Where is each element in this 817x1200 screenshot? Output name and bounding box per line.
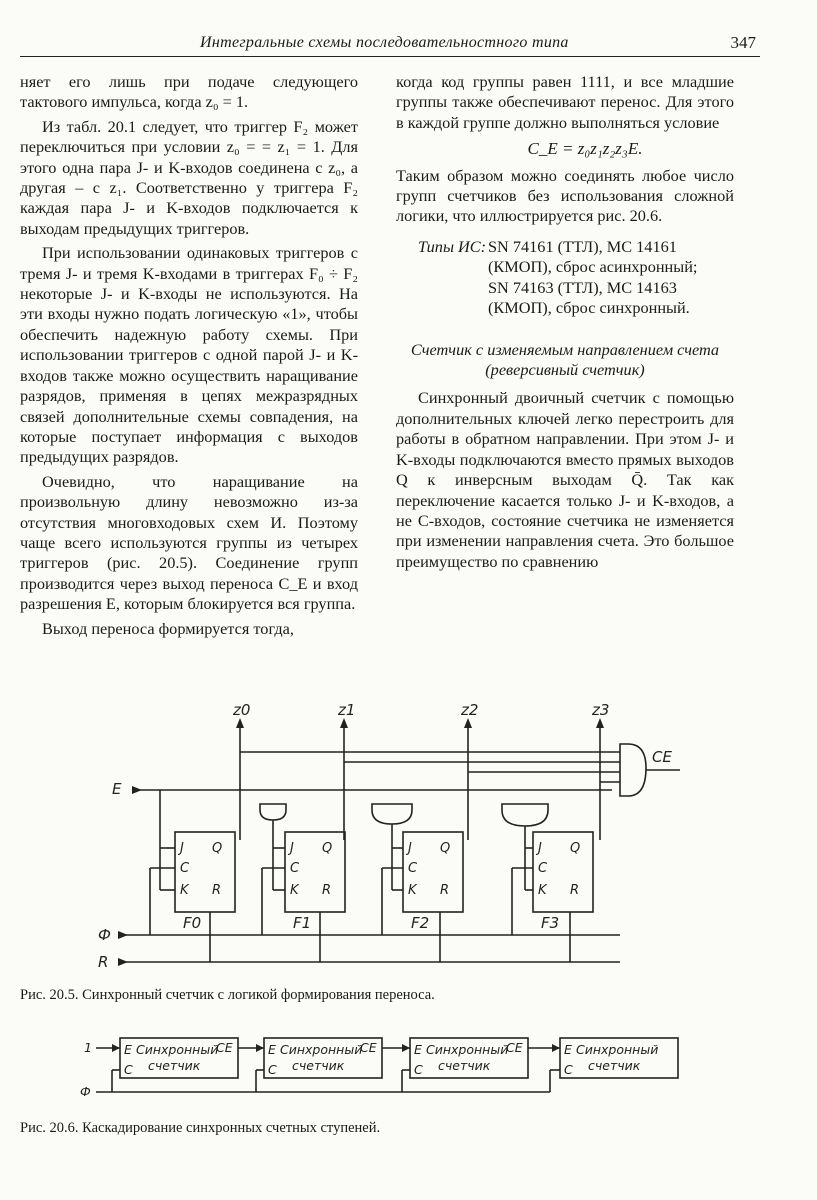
counter-name2: счетчик [588,1058,641,1073]
paragraph: Синхронный двоичный счетчик с помощью дополнительных ключей легко перестроить для работы в обратном направлении. При этом J- и K-входы подключаются вместо прямых выходов Q к инверсным выходам Q̄. Так как переключение касается только J- и K-входов, а не C-входов, состояние счетчика не изменяется при изменении направления счета. Это большое преимущество по сравнению [396,388,734,571]
counter-schematic [0,700,817,990]
ic-type-line: SN 74161 (ТТЛ), МС 14161 (КМОП), сброс асинхронный; [488,236,698,277]
pin-label: C [538,861,548,876]
pin-label: C [408,861,418,876]
paragraph: Таким образом можно соединять любое число групп счетчиков без использования сложной логики, что иллюстрируется рис. 20.6. [396,165,734,226]
output-label: z2 [461,701,479,719]
left-column [20,72,358,639]
right-column [396,72,734,572]
pin-label: J [408,841,412,856]
ic-types-block [396,237,734,319]
counter-name: Синхронный [576,1042,659,1057]
ic-type-line: SN 74163 (ТТЛ), МС 14163 (КМОП), сброс синхронный. [488,277,690,318]
counter-e: E [564,1042,572,1057]
ic-types-list [488,237,734,319]
output-label: z1 [338,701,356,719]
pin-label: J [180,841,184,856]
paragraph: Очевидно, что наращивание на произвольную длину невозможно из-за отсутствия многовходовых схем И. Поэтому чаще всего используются группы из четырех триггеров (рис. 20.5). Соединение групп производится через выход переноса C_E и вход разрешения E, которым блокируется вся группа. [20,471,358,614]
flipflop-label: F1 [293,914,312,932]
flipflop-label: F2 [411,914,430,932]
pin-label: R [440,883,450,898]
paragraph: когда код группы равен 1111, и все младшие группы также обеспечивают перенос. Для этого в каждой группе должно выполняться условие [396,72,734,132]
section-heading [396,340,734,380]
pin-label: J [290,841,294,856]
pin-label: K [408,883,417,898]
pin-label: Q [212,841,223,856]
pin-label: Q [570,841,581,856]
pin-label: K [538,883,547,898]
input-e-label: E [112,780,122,798]
counter-ce: CE [216,1040,233,1055]
output-label: z3 [592,701,610,719]
cascade-schematic [0,1030,817,1110]
input-r-label: R [98,953,109,971]
figure-caption: Рис. 20.6. Каскадирование синхронных счетных ступеней. [20,1120,381,1136]
flipflop-label: F3 [541,914,560,932]
flipflop-label: F0 [183,914,202,932]
input-phi-label: Ф [80,1084,91,1099]
pin-label: K [290,883,299,898]
counter-ce: CE [360,1040,377,1055]
counter-name2: счетчик [148,1058,201,1073]
pin-label: C [290,861,300,876]
counter-name: Синхронный [136,1042,219,1057]
page-number: 347 [730,33,756,52]
pin-label: R [322,883,332,898]
input-one-label: 1 [84,1040,92,1055]
counter-name: Синхронный [280,1042,363,1057]
ic-types-label: Типы ИС: [418,236,487,256]
running-header [20,30,760,57]
pin-label: Q [440,841,451,856]
carry-out-label: CE [652,748,672,766]
pin-label: K [180,883,189,898]
figure-20-5 [0,700,817,990]
pin-label: R [570,883,580,898]
section-heading-line: Счетчик с изменяемым направлением счета [410,340,720,360]
counter-c: C [414,1062,423,1077]
counter-name2: счетчик [292,1058,345,1073]
counter-e: E [268,1042,276,1057]
input-phi-label: Ф [98,926,111,944]
section-heading-line: (реверсивный счетчик) [485,360,645,380]
counter-ce: CE [506,1040,523,1055]
paragraph: Из табл. 20.1 следует, что триггер F₂ может переключиться при условии z₀ = = z₁ = 1. Для этого одна пара J- и K-входов соединена с z₀, а другая – с z₁. Соответственно у триггера F₂ каждая пара J- и K-входов подключается к выходам предыдущих триггеров. [20,116,358,238]
pin-label: C [180,861,190,876]
carry-formula: C_E = z₀z₁z₂z₃E. [527,139,643,159]
pin-label: J [538,841,542,856]
counter-c: C [564,1062,573,1077]
figure-caption: Рис. 20.5. Синхронный счетчик с логикой формирования переноса. [20,987,435,1003]
output-label: z0 [233,701,251,719]
running-title: Интегральные схемы последовательностного типа [200,34,569,51]
counter-c: C [268,1062,277,1077]
counter-e: E [414,1042,422,1057]
paragraph: няет его лишь при подаче следующего тактового импульса, когда z₀ = 1. [20,72,358,112]
counter-e: E [124,1042,132,1057]
counter-name2: счетчик [438,1058,491,1073]
paragraph: Выход переноса формируется тогда, [42,618,294,638]
counter-c: C [124,1062,133,1077]
pin-label: Q [322,841,333,856]
paragraph: При использовании одинаковых триггеров с тремя J- и тремя K-входами в триггерах F₀ ÷ F₂ некоторые J- и K-входы не используются. На эти входы нужно подать логическую «1», чтобы обеспечить надежную работу схемы. При использовании триггеров с одной парой J- и K-входов также можно осуществить наращивание разрядов, применяя в цепях межразрядных связей дополнительные схемы совпадения, на которые поступает информация с выходов предыдущих разрядов. [20,243,358,467]
pin-label: R [212,883,222,898]
figure-20-6 [0,1030,817,1110]
counter-name: Синхронный [426,1042,509,1057]
